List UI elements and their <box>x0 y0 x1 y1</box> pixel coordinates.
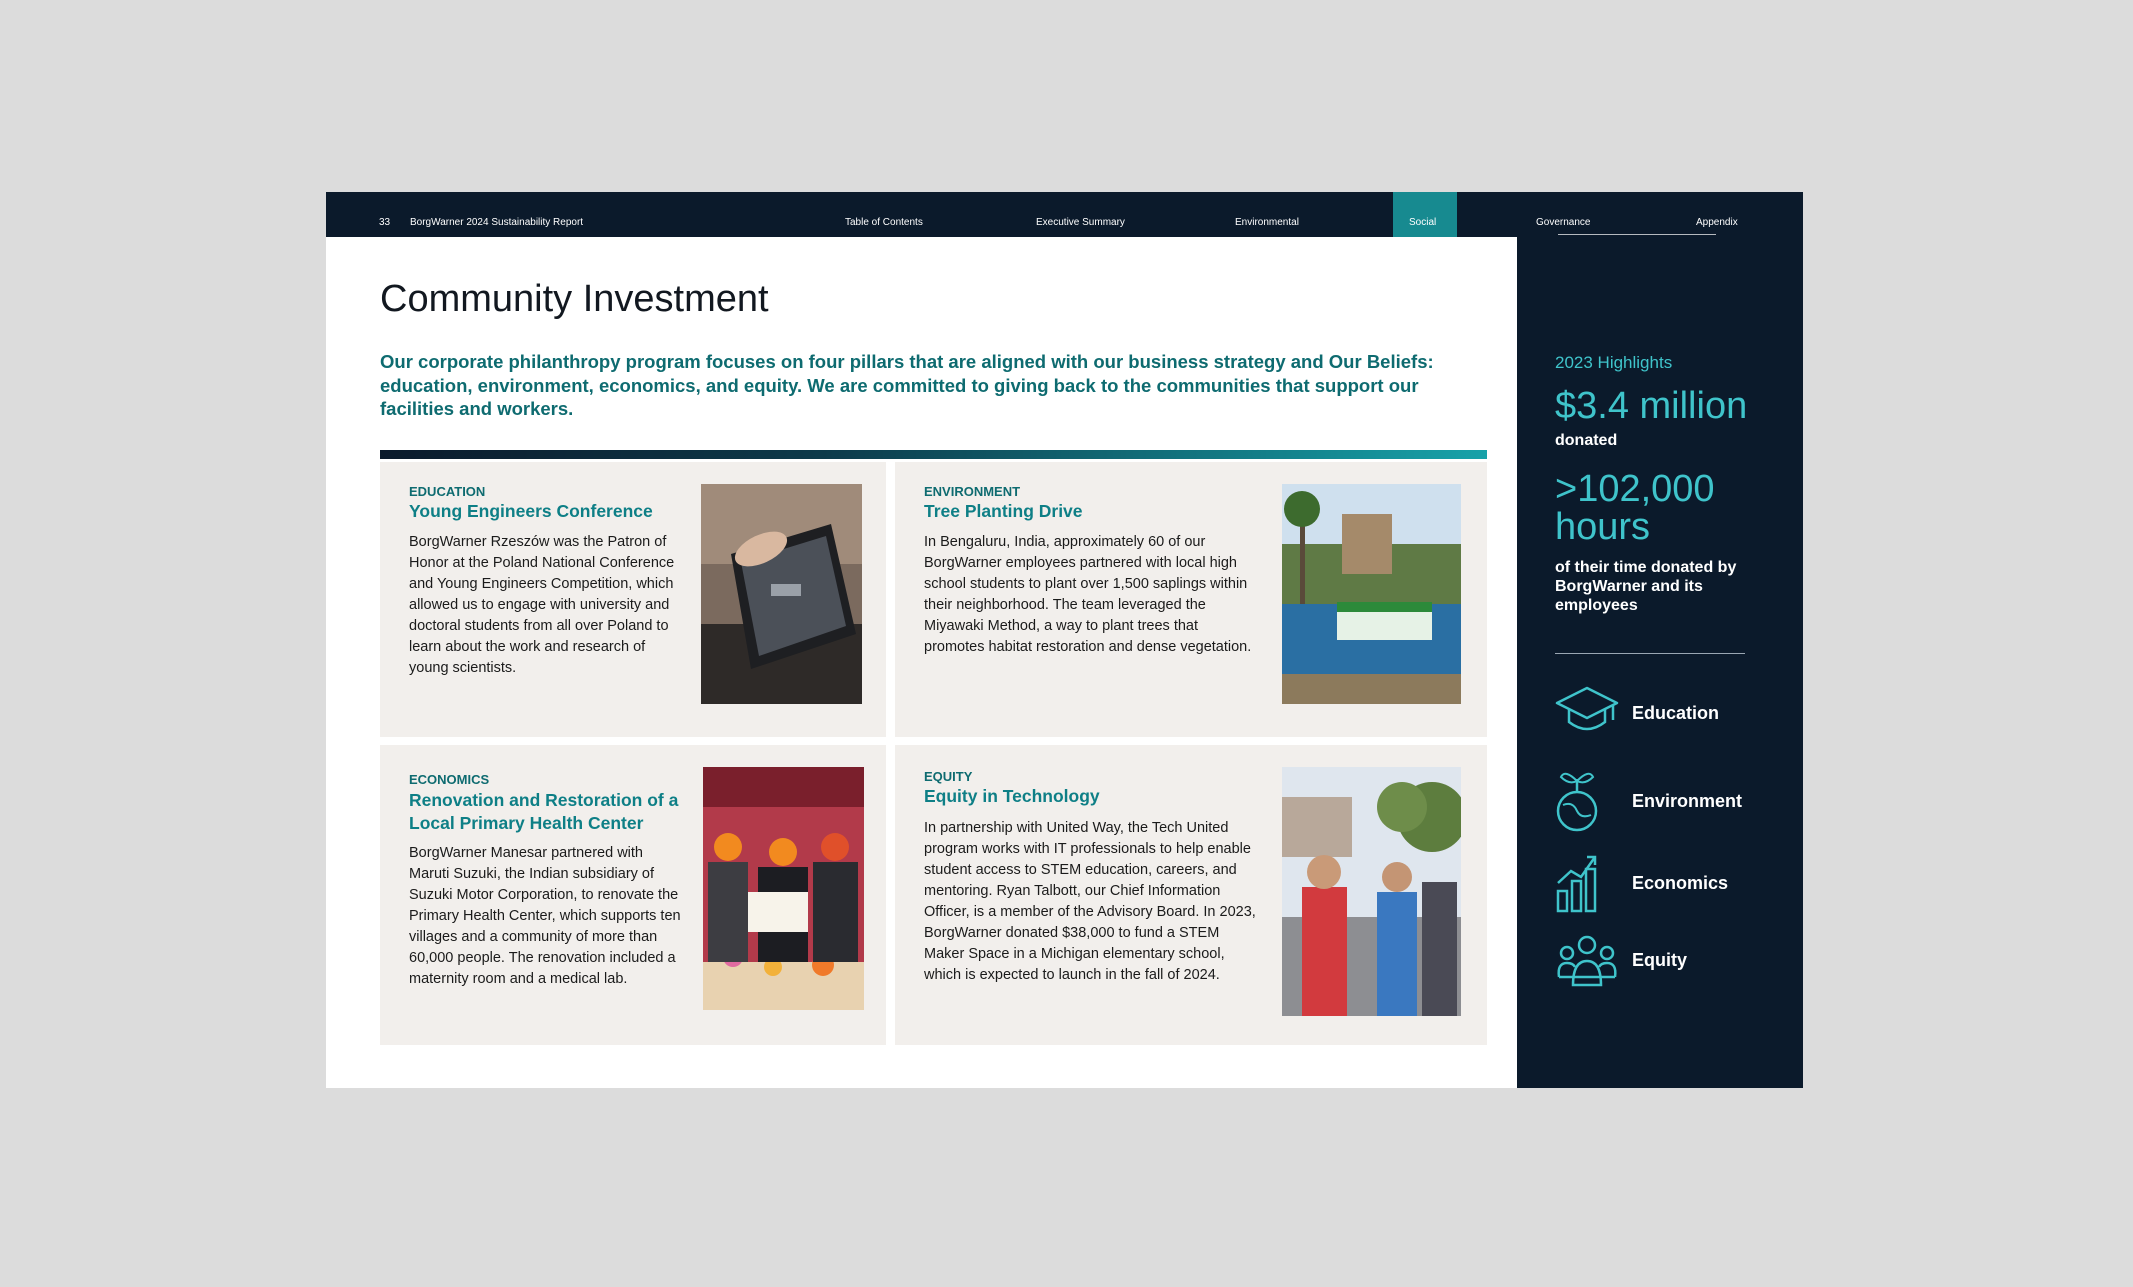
photo-students <box>1282 767 1461 1016</box>
photo-tablet <box>701 484 862 704</box>
photo-tree-planting <box>1282 484 1461 704</box>
pillar-label: Equity <box>1632 950 1688 970</box>
card-body: In Bengaluru, India, approximately 60 of our BorgWarner employees partnered with local high school students to plant over 1,500 saplings within their neighborhood. The team leveraged the Miyawaki Method, a way to plant trees that promotes habitat restoration and dense vegetation. <box>924 534 1252 655</box>
top-nav-bar <box>326 192 1803 237</box>
nav-appendix[interactable]: Appendix <box>1696 217 1738 228</box>
section-nav <box>326 192 1803 237</box>
card-body: BorgWarner Rzeszów was the Patron of Honor at the Poland National Conference and Young Engineers Competition, which allowed us to engage with university and doctoral students from all over Poland to learn about the work and research of young scientists. <box>409 534 675 676</box>
card-title: Renovation and Restoration of a Local Primary Health Center <box>409 790 679 833</box>
photo-health-center <box>703 767 864 1010</box>
card-economics <box>380 745 886 1045</box>
report-page <box>326 192 1803 1088</box>
nav-table-of-contents[interactable]: Table of Contents <box>845 217 923 228</box>
stat-donated-value: $3.4 million <box>1555 385 1748 427</box>
stat-hours-value: >102,000 hours <box>1555 468 1715 548</box>
card-category: ECONOMICS <box>409 772 490 787</box>
pillar-economics <box>1555 849 1775 905</box>
card-category: EDUCATION <box>409 484 486 499</box>
pillar-education <box>1555 684 1775 740</box>
pillar-label: Economics <box>1632 873 1729 893</box>
card-title: Equity in Technology <box>924 786 1100 806</box>
pillar-environment <box>1555 767 1775 823</box>
nav-environmental[interactable]: Environmental <box>1235 217 1299 228</box>
report-title: BorgWarner 2024 Sustainability Report <box>410 217 584 228</box>
nav-executive-summary[interactable]: Executive Summary <box>1036 217 1125 228</box>
nav-underline <box>1558 234 1716 235</box>
intro-paragraph: Our corporate philanthropy program focuses on four pillars that are aligned with our business strategy and Our Beliefs: education, environment, economics, and equity. We are committed to giving back to the communities that support our facilities and workers. <box>380 351 1434 419</box>
card-body: In partnership with United Way, the Tech United program works with IT professionals to help enable student access to STEM education, careers, and mentoring. Ryan Talbott, our Chief Information Officer, is a member of the Advisory Board. In 2023, BorgWarner donated $38,000 to fund a STEM Maker Space in a Michigan elementary school, which is expected to launch in the fall of 2024. <box>924 820 1256 983</box>
globe-plant-icon <box>1555 767 1619 833</box>
card-body: BorgWarner Manesar partnered with Maruti Suzuki, the Indian subsidiary of Suzuki Motor Corporation, to renovate the Primary Health Center, which supports ten villages and a community of more than 60,000 people. The renovation included a maternity room and a medical lab. <box>409 845 681 987</box>
pillar-label: Environment <box>1632 791 1743 811</box>
people-group-icon <box>1555 933 1619 989</box>
graduation-cap-icon <box>1555 684 1619 740</box>
card-environment <box>895 462 1487 737</box>
nav-governance[interactable]: Governance <box>1536 217 1591 228</box>
card-title: Young Engineers Conference <box>409 501 653 521</box>
nav-social[interactable]: Social <box>1409 217 1437 228</box>
stat-donated-caption: donated <box>1555 432 1618 449</box>
highlights-label: 2023 Highlights <box>1555 353 1673 372</box>
gradient-divider <box>380 450 1487 459</box>
highlights-sidebar <box>1517 237 1803 1088</box>
stat-hours-caption: of their time donated by BorgWarner and its employees <box>1555 559 1737 614</box>
card-category: EQUITY <box>924 769 973 784</box>
sidebar-divider <box>1555 653 1745 654</box>
page-number: 33 <box>379 217 391 228</box>
card-category: ENVIRONMENT <box>924 484 1021 499</box>
card-title: Tree Planting Drive <box>924 501 1083 521</box>
page-title: Community Investment <box>380 278 769 320</box>
card-education <box>380 462 886 737</box>
bar-chart-growth-icon <box>1555 849 1619 915</box>
pillar-label: Education <box>1632 703 1720 723</box>
pillar-equity <box>1555 933 1775 989</box>
card-equity <box>895 745 1487 1045</box>
